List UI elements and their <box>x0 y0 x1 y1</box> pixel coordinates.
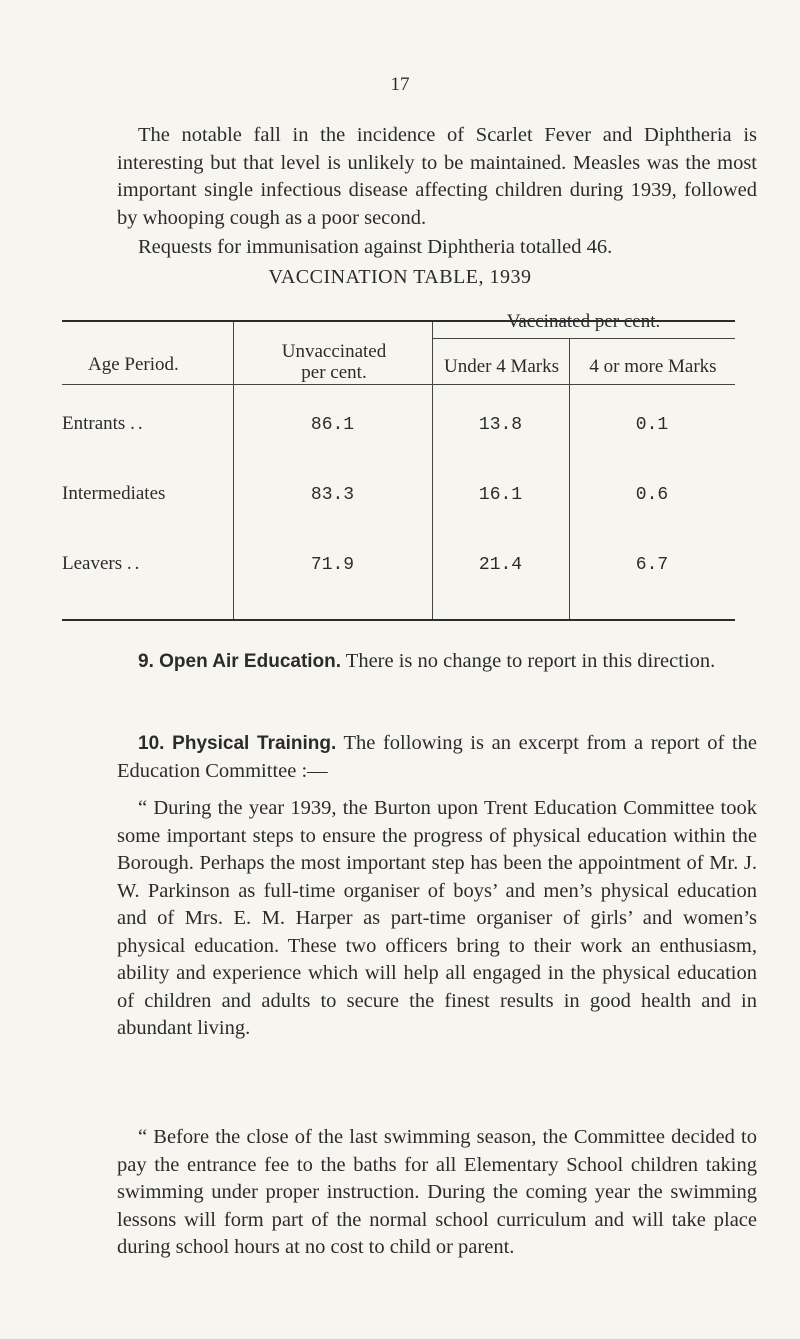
leader-dots: .. <box>126 553 143 574</box>
table-bottom-rule <box>62 619 735 621</box>
cell-under-4: 16.1 <box>478 485 523 505</box>
row-age-intermediates: Intermediates <box>62 483 166 504</box>
header-under-4-marks: Under 4 Marks <box>443 356 560 377</box>
header-4-or-more-marks: 4 or more Marks <box>589 356 717 377</box>
cell-4-or-more: 6.7 <box>635 555 669 575</box>
header-unvaccinated: Unvaccinated <box>281 341 387 362</box>
cell-unvaccinated: 83.3 <box>310 485 355 505</box>
section-9-text: There is no change to report in this direction. <box>341 650 716 672</box>
section-10-text: The following is an excerpt from a report of the Education Committee :— <box>117 732 757 782</box>
vaccination-table-title: VACCINATION TABLE, 1939 <box>268 266 532 288</box>
cell-4-or-more: 0.6 <box>635 485 669 505</box>
header-age-period: Age Period. <box>88 354 179 375</box>
row-age-leavers: Leavers .. <box>62 553 143 574</box>
section-9-heading: 9. Open Air Education. <box>138 651 342 672</box>
row-age-entrants: Entrants .. <box>62 413 146 434</box>
cell-under-4: 13.8 <box>478 415 523 435</box>
cell-unvaccinated: 71.9 <box>310 555 355 575</box>
quote-physical-education: “ During the year 1939, the Burton upon Trent Education Committee took some important steps to ensure the progress of physical education within the Borough. Perhaps the most important step has been the appointment of Mr. J. W. Parkinson as full-time organiser of boys’ and men’s physical education and of Mrs. E. M. Harper as part-time organiser of girls’ and women’s physical education. These two officers bring to their work an enthusiasm, ability and experience which will help all engaged in the physical education of children and adults to secure the finest results in good health and in abundant living. <box>117 797 757 1039</box>
header-vaccinated: Vaccinated per cent. <box>506 311 661 332</box>
paragraph-immunisation: Requests for immunisation against Diphtheria totalled 46. <box>138 236 613 258</box>
cell-4-or-more: 0.1 <box>635 415 669 435</box>
page-number: 17 <box>390 74 410 95</box>
table-header-rule <box>62 384 735 385</box>
quote-swimming: “ Before the close of the last swimming season, the Committee decided to pay the entrance fee to the baths for all Elementary School children taking swimming under proper instruction. During the coming year the swimming lessons will form part of the normal school curriculum and will take place during school hours at no cost to child or parent. <box>117 1126 757 1258</box>
leader-dots: .. <box>130 413 146 434</box>
section-physical-training <box>117 730 757 785</box>
paragraph-infectious-diseases: The notable fall in the incidence of Scarlet Fever and Diphtheria is interesting but that level is unlikely to be maintained. Measles was the most important single infectious disease affecting children during 1939, followed by whooping cough as a poor second. <box>117 124 757 229</box>
vaccinated-subheader-rule <box>432 338 735 339</box>
section-open-air-education <box>117 648 757 676</box>
header-unvaccinated-unit: per cent. <box>301 362 367 383</box>
cell-unvaccinated: 86.1 <box>310 415 355 435</box>
section-10-heading: 10. Physical Training. <box>138 733 337 754</box>
col-divider-3 <box>569 338 570 619</box>
cell-under-4: 21.4 <box>478 555 523 575</box>
